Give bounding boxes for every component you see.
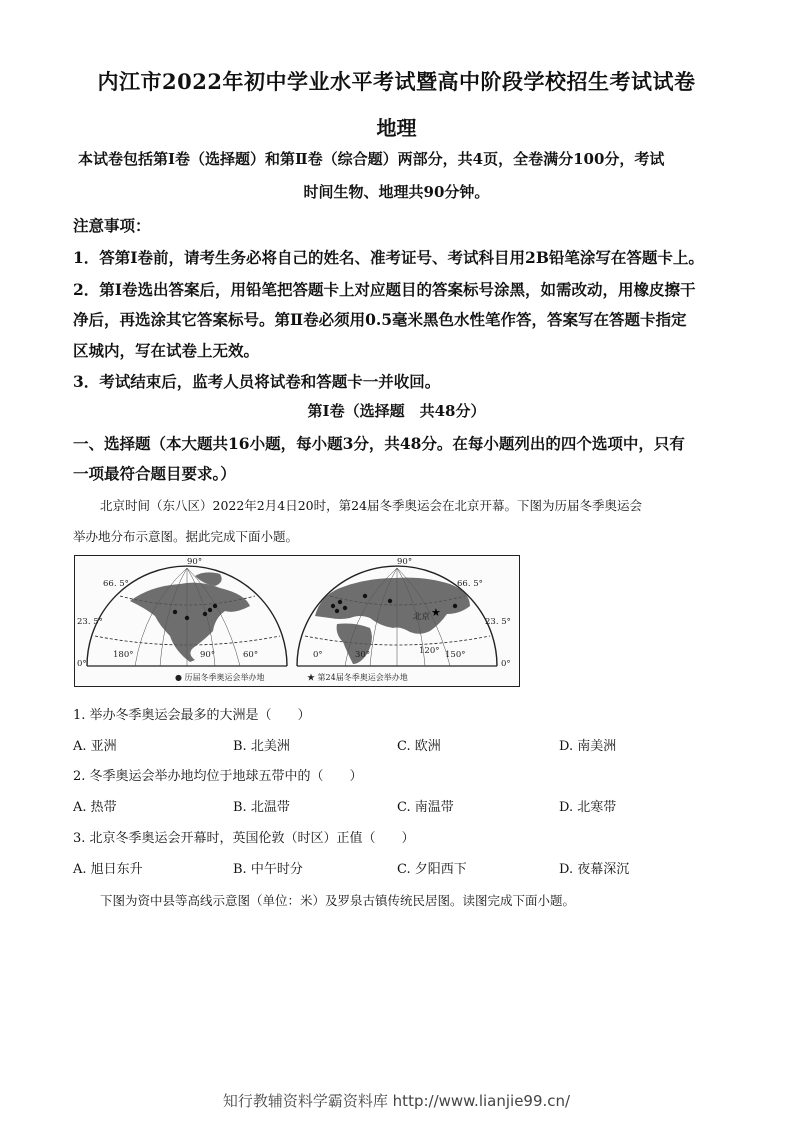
section-instruction-line-2: 一项最符合题目要求。） — [73, 464, 236, 483]
subject-title: 地理 — [376, 116, 417, 140]
intro-line-1: 本试卷包括第Ⅰ卷（选择题）和第Ⅱ卷（综合题）两部分，共4页，全卷满分100分，考试 — [78, 150, 665, 168]
map-label: 180° — [113, 650, 134, 660]
map-label: 66. 5° — [103, 579, 129, 589]
question-2-option-d: D. 北寒带 — [559, 800, 617, 815]
intro-line-2: 时间生物、地理共90分钟。 — [303, 183, 490, 201]
western-hemisphere-map — [77, 557, 287, 669]
map-label: 23. 5° — [77, 617, 103, 627]
question-1-option-a: A. 亚洲 — [73, 739, 117, 754]
question-2-stem: 2. 冬季奥运会举办地均位于地球五带中的（ ） — [73, 769, 363, 784]
question-3-stem: 3. 北京冬季奥运会开幕时，英国伦敦（时区）正值（ ） — [73, 831, 415, 846]
map-label: 60° — [243, 650, 259, 660]
question-2-option-c: C. 南温带 — [397, 800, 454, 815]
exam-title: 内江市2022年初中学业水平考试暨高中阶段学校招生考试试卷 — [97, 69, 696, 94]
question-3-option-b: B. 中午时分 — [233, 862, 303, 877]
footer-watermark: 知行教辅资料学霸资料库 http://www.lianjie99.cn/ — [222, 1092, 571, 1110]
question-2-option-a: A. 热带 — [73, 800, 117, 815]
question-1-option-b: B. 北美洲 — [233, 739, 290, 754]
map-label: 0° — [501, 659, 511, 669]
map-label: 120° — [419, 646, 440, 656]
context-line-1: 北京时间（东八区）2022年2月4日20时，第24届冬季奥运会在北京开幕。下图为历届冬季奥运会 — [100, 498, 643, 513]
note-item-2-line-3: 区城内，写在试卷上无效。 — [73, 341, 260, 360]
winter-olympics-map-figure — [74, 555, 520, 687]
note-item-2-line-1: 2．第Ⅰ卷选出答案后，用铅笔把答题卡上对应题目的答案标号涂黑，如需改动，用橡皮擦干 — [73, 280, 696, 299]
section-instruction-line-1: 一、选择题（本大题共16小题，每小题3分，共48分。在每小题列出的四个选项中，只有 — [73, 434, 685, 453]
eastern-hemisphere-map — [297, 557, 511, 669]
question-3-option-c: C. 夕阳西下 — [397, 862, 467, 877]
map-label: 66. 5° — [457, 579, 483, 589]
map-label: 0° — [313, 650, 323, 660]
question-2-option-b: B. 北温带 — [233, 800, 290, 815]
note-item-2-line-2: 净后，再选涂其它答案标号。第Ⅱ卷必须用0.5毫米黑色水性笔作答，答案写在答题卡指定 — [73, 310, 687, 329]
question-1-option-d: D. 南美洲 — [559, 739, 617, 754]
map-label: 150° — [445, 650, 466, 660]
map-label: 30° — [355, 650, 371, 660]
next-context: 下图为资中县等高线示意图（单位：米）及罗泉古镇传统民居图。读图完成下面小题。 — [100, 893, 576, 908]
question-1-option-c: C. 欧洲 — [397, 739, 441, 754]
map-label: 23. 5° — [485, 617, 511, 627]
legend-host-cities: ● 历届冬季奥运会举办地 — [175, 673, 265, 682]
legend-beijing-host: ★ 第24届冬季奥运会举办地 — [307, 673, 408, 682]
map-label: 90° — [200, 650, 216, 660]
note-item-1: 1．答第Ⅰ卷前，请考生务必将自己的姓名、准考证号、考试科目用2B铅笔涂写在答题卡上。 — [73, 248, 704, 267]
question-3-option-d: D. 夜幕深沉 — [559, 862, 630, 877]
map-label: 90° — [397, 557, 413, 567]
context-line-2: 举办地分布示意图。据此完成下面小题。 — [73, 529, 299, 544]
question-1-stem: 1. 举办冬季奥运会最多的大洲是（ ） — [73, 708, 311, 723]
map-label: 90° — [187, 557, 203, 567]
svg-text:★: ★ — [431, 606, 441, 619]
map-label-beijing: 北京 — [413, 612, 431, 622]
notes-heading: 注意事项： — [73, 216, 151, 235]
question-3-option-a: A. 旭日东升 — [73, 862, 143, 877]
note-item-3: 3．考试结束后，监考人员将试卷和答题卡一并收回。 — [73, 372, 441, 391]
map-label: 0° — [77, 659, 87, 669]
section-heading: 第Ⅰ卷（选择题 共48分） — [307, 402, 486, 420]
